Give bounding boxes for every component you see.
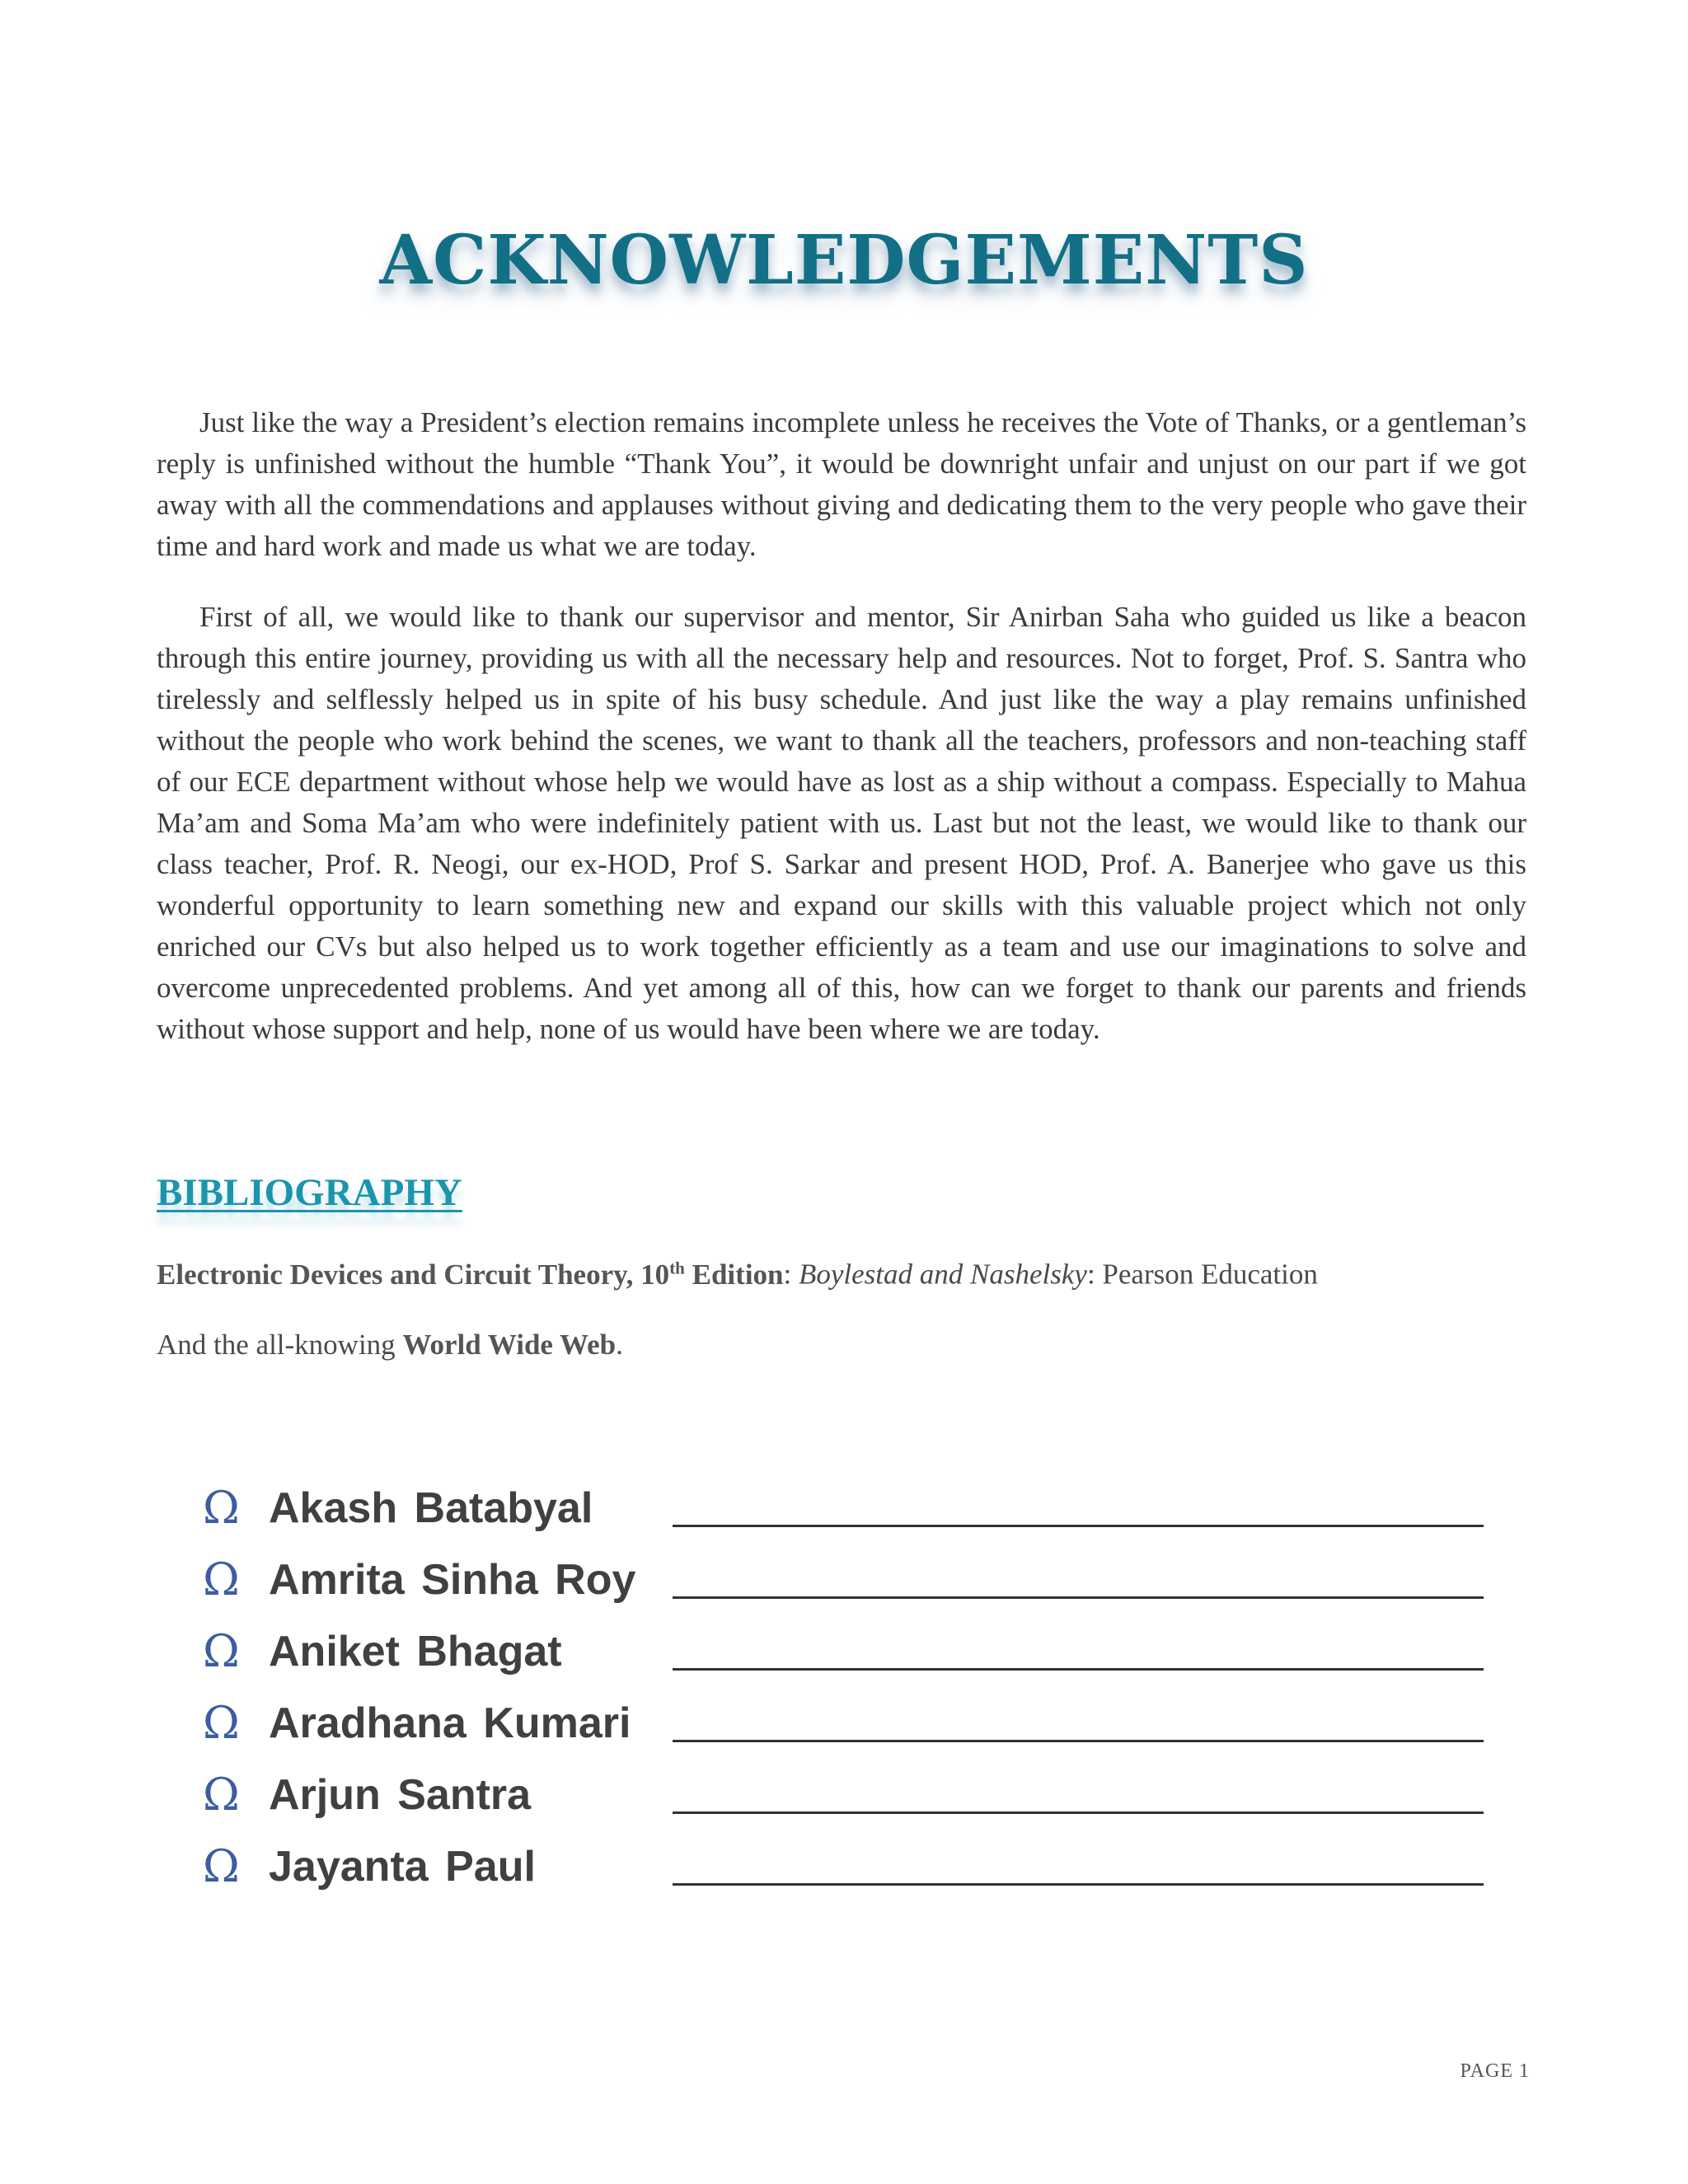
signature-line xyxy=(673,1596,1484,1599)
web-source: World Wide Web xyxy=(402,1329,617,1361)
acknowledgement-paragraph-1 xyxy=(157,402,1526,567)
page-number: PAGE 1 xyxy=(1460,2060,1530,2082)
acknowledgement-paragraph-2 xyxy=(157,597,1526,1050)
bibliography-entry: And the all-knowing World Wide Web. xyxy=(157,1329,623,1361)
paragraph-text: First of all, we would like to thank our supervisor and mentor, Sir Anirban Saha who guided us like a beacon through this entire journey, providing us with all the necessary help and resources. Not to forget, Prof. S. Santra who tirelessly and selflessly helped us in spite of his busy schedule. And just like the way a play remains unfinished without the people who work behind the scenes, we want to thank all the teachers, professors and non-teaching staff of our ECE department without whose help we would have as lost as a ship without a compass. Especially to Mahua Ma’am and Soma Ma’am who were indefinitely patient with us. Last but not the least, we would like to thank our class teacher, Prof. R. Neogi, our ex-HOD, Prof S. Sarkar and present HOD, Prof. A. Banerjee who gave us this wonderful opportunity to learn something new and expand our skills with this valuable project which not only enriched our CVs but also helped us to work together efficiently as a team and use our imaginations to solve and overcome unprecedented problems. And yet among all of this, how can we forget to thank our parents and friends without whose support and help, none of us would have been where we are today. xyxy=(157,601,1526,1045)
bibliography-entry: Electronic Devices and Circuit Theory, 10th Edition: Boylestad and Nashelsky: Pearson Education xyxy=(157,1258,1318,1291)
member-row xyxy=(203,1615,1505,1687)
omega-bullet-icon: Ω xyxy=(203,1769,240,1821)
paragraph-text: Just like the way a President’s election remains incomplete unless he receives the Vote of Thanks, or a gentleman’s reply is unfinished without the humble “Thank You”, it would be downright unfair and unjust on our part if we got away with all the commendations and applauses without giving and dedicating them to the very people who gave their time and hard work and made us what we are today. xyxy=(157,406,1526,562)
book-title: Electronic Devices and Circuit Theory, 10th Edition xyxy=(157,1258,784,1291)
signature-line xyxy=(673,1883,1484,1886)
omega-bullet-icon: Ω xyxy=(203,1625,240,1677)
member-name: Arjun Santra xyxy=(269,1770,532,1819)
book-authors: Boylestad and Nashelsky xyxy=(799,1258,1087,1291)
member-row xyxy=(203,1472,1505,1544)
team-members-list xyxy=(203,1472,1505,1902)
page-title: ACKNOWLEDGEMENTS xyxy=(379,221,1309,300)
member-name: Aradhana Kumari xyxy=(269,1699,631,1747)
member-name: Jayanta Paul xyxy=(269,1842,536,1891)
signature-line xyxy=(673,1740,1484,1742)
book-publisher: Pearson Education xyxy=(1102,1258,1318,1291)
member-row xyxy=(203,1544,1505,1615)
member-name: Aniket Bhagat xyxy=(269,1627,562,1675)
member-row xyxy=(203,1759,1505,1830)
omega-bullet-icon: Ω xyxy=(203,1482,240,1534)
signature-line xyxy=(673,1525,1484,1527)
signature-line xyxy=(673,1811,1484,1814)
omega-bullet-icon: Ω xyxy=(203,1697,240,1749)
member-row xyxy=(203,1830,1505,1902)
member-name: Akash Batabyal xyxy=(269,1483,593,1532)
bibliography-heading: BIBLIOGRAPHY xyxy=(157,1171,462,1214)
member-row xyxy=(203,1687,1505,1759)
omega-bullet-icon: Ω xyxy=(203,1840,240,1892)
member-name: Amrita Sinha Roy xyxy=(269,1555,636,1604)
omega-bullet-icon: Ω xyxy=(203,1554,240,1605)
signature-line xyxy=(673,1668,1484,1671)
